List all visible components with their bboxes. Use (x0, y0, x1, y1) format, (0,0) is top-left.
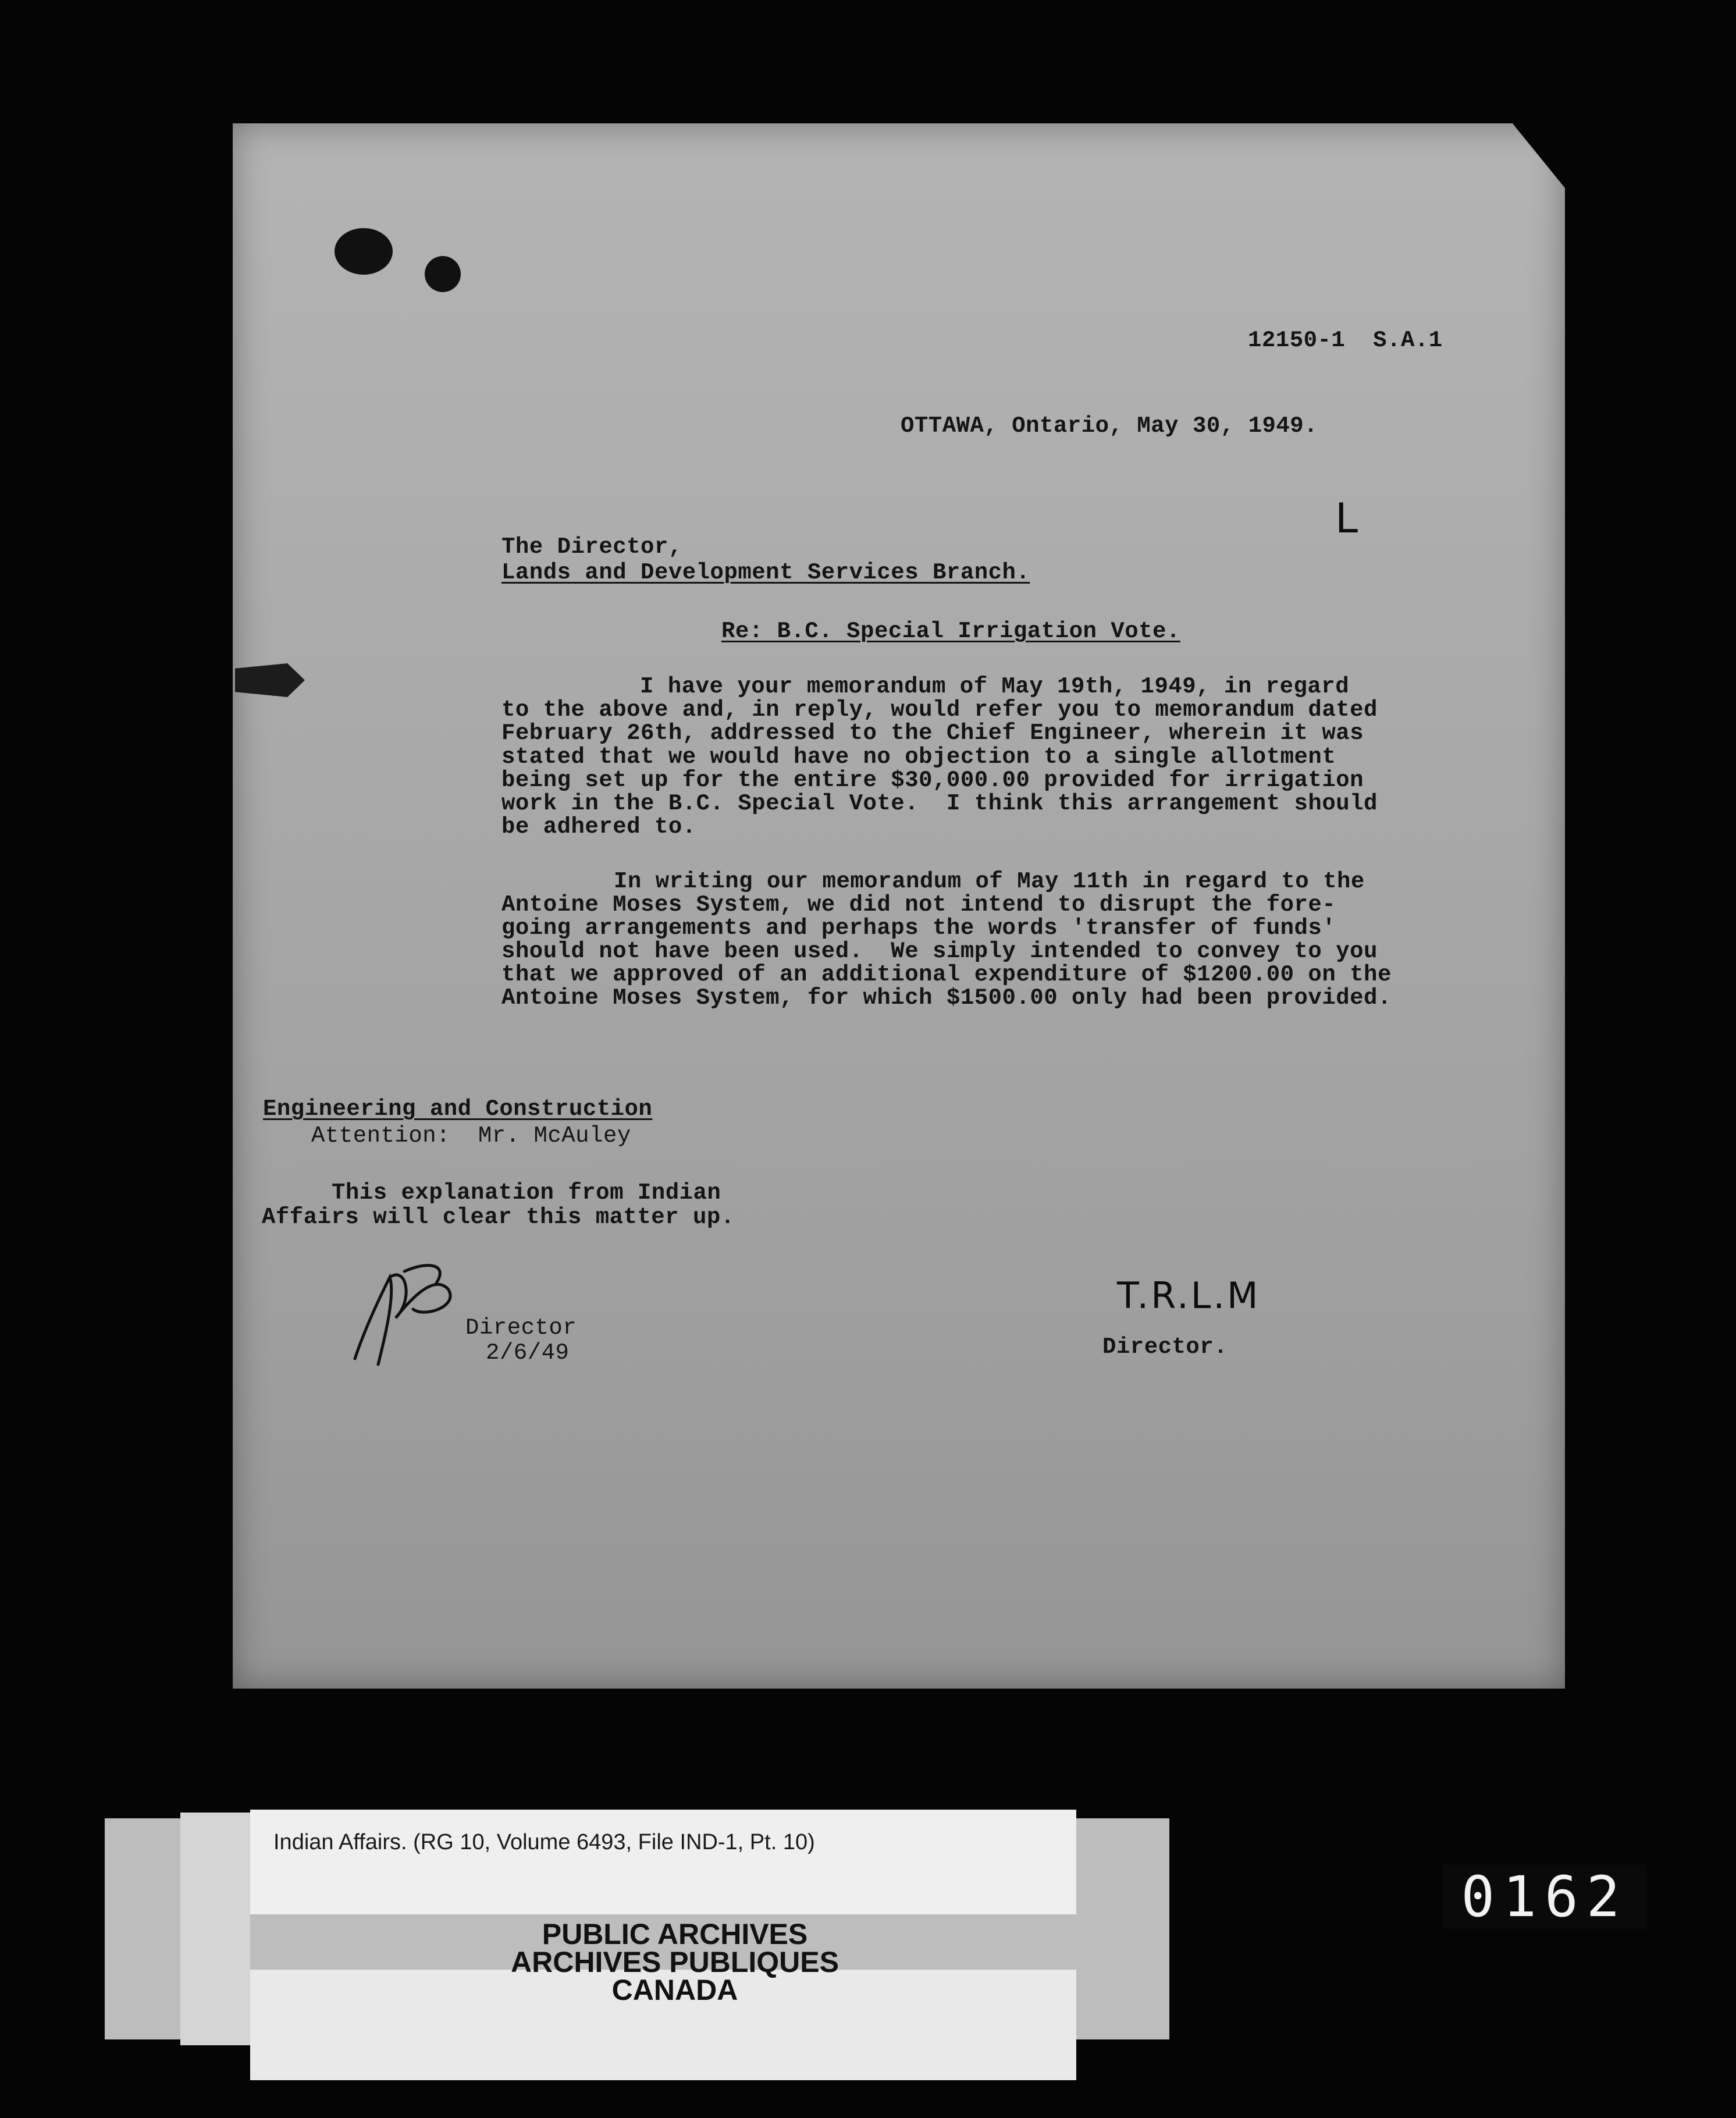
paragraph-line: be adhered to. (501, 814, 696, 840)
archives-line-3: CANADA (611, 1974, 738, 2006)
punch-hole (425, 256, 461, 292)
reference-card (250, 1810, 1076, 1914)
right-initials: T.R.L.M (1117, 1274, 1261, 1317)
frame-number: 0162 (1443, 1865, 1646, 1929)
archives-stamp (477, 1920, 873, 2004)
left-signature-date: 2/6/49 (486, 1340, 570, 1366)
punch-hole (335, 228, 393, 275)
archive-label-edge (180, 1813, 250, 2045)
margin-mark: L (1335, 495, 1358, 542)
routing-note-line: This explanation from Indian (332, 1180, 721, 1206)
left-signature-title: Director (465, 1315, 577, 1341)
paragraph-line: should not have been used. We simply intended to convey to you (501, 939, 1378, 964)
routing-heading: Engineering and Construction (263, 1096, 653, 1122)
paragraph-line: work in the B.C. Special Vote. I think this arrangement should (501, 791, 1378, 816)
archives-line-2: ARCHIVES PUBLIQUES (511, 1946, 839, 1978)
routing-attention: Attention: Mr. McAuley (311, 1123, 631, 1149)
paragraph-line: being set up for the entire $30,000.00 provided for irrigation (501, 767, 1364, 793)
place-date: OTTAWA, Ontario, May 30, 1949. (901, 413, 1318, 439)
paragraph-line: Antoine Moses System, for which $1500.00 only had been provided. (501, 985, 1392, 1011)
routing-note-line: Affairs will clear this matter up. (262, 1204, 735, 1230)
paragraph-line: that we approved of an additional expenditure of $1200.00 on the (501, 962, 1392, 987)
paragraph-line: I have your memorandum of May 19th, 1949, in regard (640, 674, 1350, 699)
paragraph-line: going arrangements and perhaps the words 'transfer of funds' (501, 915, 1336, 941)
addressee-line-2: Lands and Development Services Branch. (501, 560, 1030, 585)
addressee-line-1: The Director, (501, 534, 682, 560)
file-reference: 12150-1 S.A.1 (1248, 328, 1443, 353)
paragraph-line: In writing our memorandum of May 11th in regard to the (614, 869, 1365, 894)
archive-reference: Indian Affairs. (RG 10, Volume 6493, File IND-1, Pt. 10) (273, 1830, 815, 1854)
archives-line-1: PUBLIC ARCHIVES (542, 1918, 808, 1950)
paragraph-line: to the above and, in reply, would refer you to memorandum dated (501, 697, 1378, 723)
paragraph-line: Antoine Moses System, we did not intend to disrupt the fore- (501, 892, 1336, 918)
right-signature-title: Director. (1102, 1334, 1228, 1360)
paragraph-line: February 26th, addressed to the Chief Engineer, wherein it was (501, 720, 1364, 746)
paragraph-line: stated that we would have no objection to a single allotment (501, 744, 1336, 770)
subject-line: Re: B.C. Special Irrigation Vote. (721, 619, 1180, 644)
handwritten-signature (349, 1254, 465, 1376)
